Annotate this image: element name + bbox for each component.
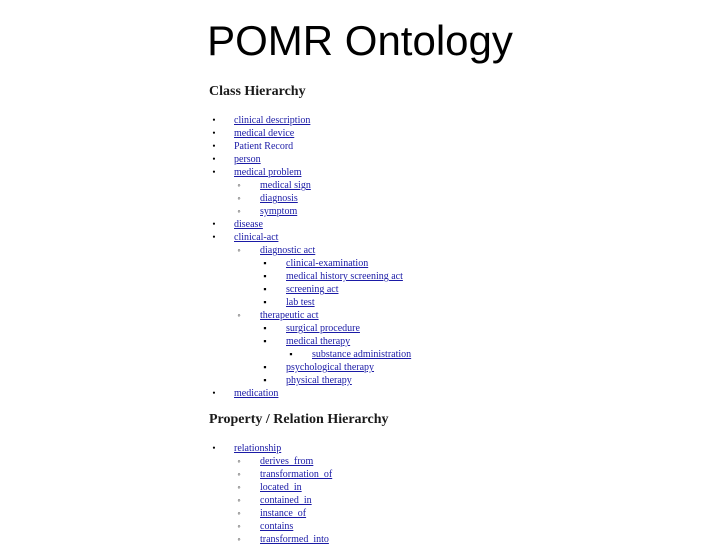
tree-item-link[interactable]: located_in [260,482,302,493]
bullet-icon: ▪ [289,349,293,359]
bullet-icon: ◦ [237,508,241,518]
tree-item-link[interactable]: clinical-examination [286,258,369,269]
tree-item-link[interactable]: Patient Record [234,141,294,152]
tree-item [209,127,689,140]
bullet-icon: ▪ [263,323,267,333]
bullet-icon: ◦ [237,482,241,492]
tree-item [209,322,689,335]
bullet-icon: ▪ [263,271,267,281]
bullet-icon: ◦ [237,456,241,466]
tree-item-link[interactable]: person [234,154,261,165]
tree-item-link[interactable]: medical history screening act [286,271,403,282]
bullet-icon: • [212,115,216,125]
bullet-icon: • [212,128,216,138]
tree-item-link[interactable]: medical sign [260,180,311,191]
bullet-icon: ◦ [237,495,241,505]
tree-item [209,335,689,348]
tree-item [209,231,689,244]
bullet-icon: ▪ [263,375,267,385]
tree-item [209,468,689,481]
tree-item-link[interactable]: transformation_of [260,469,333,480]
bullet-icon: ◦ [237,245,241,255]
bullet-icon: ◦ [237,180,241,190]
bullet-icon: • [212,232,216,242]
tree-item-link[interactable]: psychological therapy [286,362,375,373]
tree-item [209,481,689,494]
tree-item-link[interactable]: clinical description [234,115,311,126]
tree-item [209,244,689,257]
property-hierarchy-heading: Property / Relation Hierarchy [209,412,389,427]
bullet-icon: ▪ [263,336,267,346]
tree-item [209,270,689,283]
tree-item [209,218,689,231]
tree-item [209,387,689,400]
tree-item-link[interactable]: medication [234,388,279,399]
tree-item [209,140,689,153]
bullet-icon: • [212,443,216,453]
tree-item [209,455,689,468]
tree-item [209,205,689,218]
tree-item [209,153,689,166]
tree-item [209,348,689,361]
tree-item-link[interactable]: therapeutic act [260,310,319,321]
tree-item [209,283,689,296]
bullet-icon: ▪ [263,297,267,307]
bullet-icon: ◦ [237,193,241,203]
tree-item [209,374,689,387]
tree-item-link[interactable]: lab test [286,297,315,308]
tree-item [209,257,689,270]
tree-item-link[interactable]: relationship [234,443,282,454]
tree-item-link[interactable]: instance_of [260,508,307,519]
tree-item-link[interactable]: contained_in [260,495,312,506]
tree-item [209,520,689,533]
tree-item [209,179,689,192]
tree-item [209,309,689,322]
tree-item [209,442,689,455]
tree-item-link[interactable]: medical device [234,128,295,139]
tree-item-link[interactable]: medical problem [234,167,302,178]
tree-item [209,507,689,520]
bullet-icon: ▪ [263,362,267,372]
property-hierarchy-tree [209,442,689,546]
tree-item-link[interactable]: contains [260,521,294,532]
tree-item-link[interactable]: substance administration [312,349,412,360]
bullet-icon: ◦ [237,310,241,320]
tree-item-link[interactable]: disease [234,219,263,230]
bullet-icon: ▪ [263,258,267,268]
tree-item-link[interactable]: medical therapy [286,336,351,347]
tree-item [209,192,689,205]
bullet-icon: ◦ [237,206,241,216]
tree-item-link[interactable]: diagnostic act [260,245,316,256]
tree-item-link[interactable]: symptom [260,206,298,217]
bullet-icon: ◦ [237,534,241,544]
bullet-icon: • [212,154,216,164]
class-hierarchy-heading: Class Hierarchy [209,84,306,99]
tree-item-link[interactable]: derives_from [260,456,314,467]
tree-item-link[interactable]: diagnosis [260,193,298,204]
slide-title: POMR Ontology [207,17,513,64]
tree-item-link[interactable]: physical therapy [286,375,352,386]
bullet-icon: • [212,167,216,177]
class-hierarchy-tree [209,114,689,400]
ontology-document [209,84,689,546]
bullet-icon: • [212,388,216,398]
bullet-icon: • [212,219,216,229]
bullet-icon: ▪ [263,284,267,294]
tree-item-link[interactable]: clinical-act [234,232,279,243]
tree-item [209,494,689,507]
bullet-icon: ◦ [237,521,241,531]
tree-item [209,166,689,179]
tree-item-link[interactable]: transformed_into [260,534,329,545]
bullet-icon: ◦ [237,469,241,479]
tree-item-link[interactable]: surgical procedure [286,323,360,334]
bullet-icon: • [212,141,216,151]
tree-item [209,114,689,127]
tree-item [209,296,689,309]
tree-item [209,361,689,374]
tree-item-link[interactable]: screening act [286,284,339,295]
